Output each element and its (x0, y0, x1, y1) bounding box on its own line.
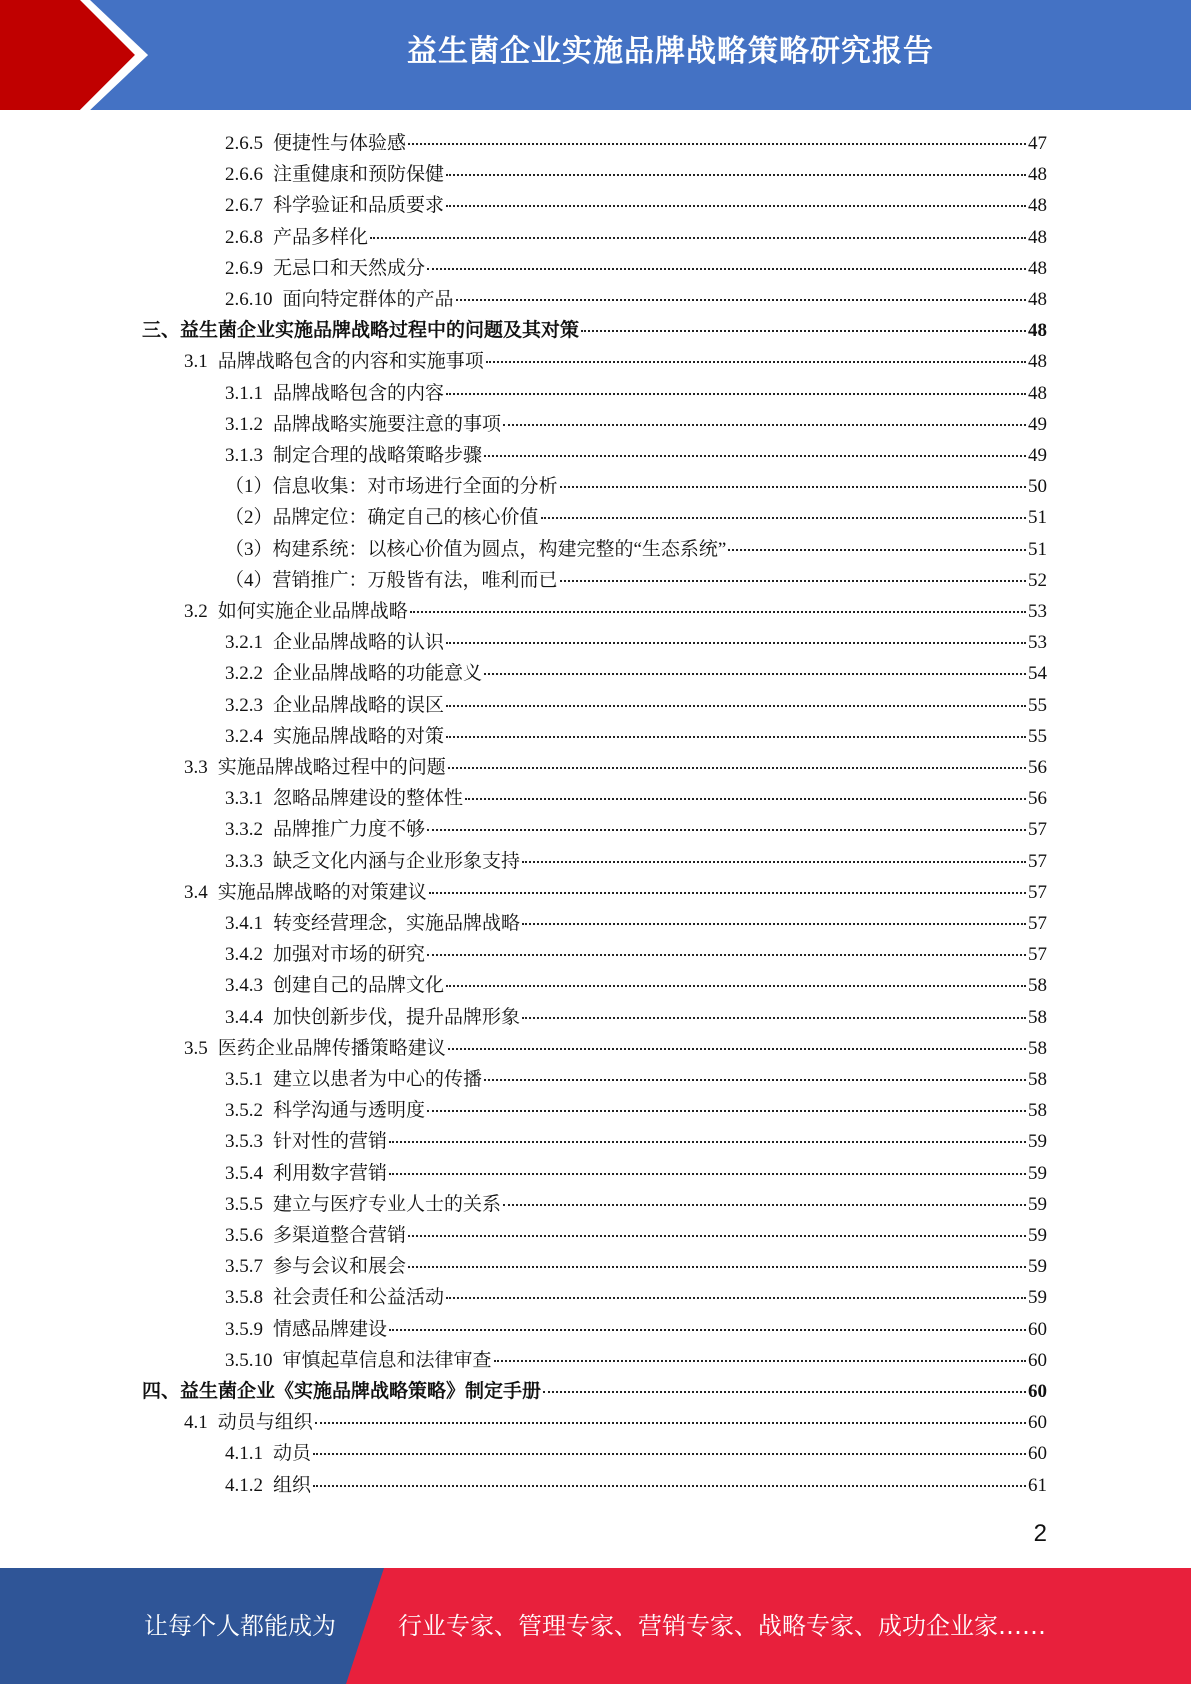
toc-dot-leader (522, 922, 1026, 925)
toc-entry-number: 2.6.5 (225, 133, 263, 154)
toc-entry-number: 3.4.3 (225, 975, 263, 997)
toc-entry-page: 55 (1028, 694, 1047, 716)
toc-entry-page: 60 (1028, 1318, 1047, 1340)
toc-dot-leader (408, 1234, 1026, 1237)
toc-entry-page: 52 (1028, 569, 1047, 591)
toc-entry-number: 3.1.2 (225, 413, 263, 435)
toc-dot-leader (315, 1421, 1026, 1424)
toc-entry[interactable] (184, 877, 1047, 908)
toc-entry-number: 3.1.3 (225, 445, 263, 466)
toc-entry-page: 58 (1028, 1037, 1047, 1059)
toc-dot-leader (560, 485, 1026, 488)
footer-slogan-left: 让每个人都能成为 (144, 1612, 336, 1640)
toc-dot-leader (446, 392, 1026, 395)
toc-entry-page: 48 (1028, 382, 1047, 404)
toc-entry-page: 59 (1028, 1162, 1047, 1184)
toc-entry-page: 60 (1028, 1381, 1047, 1402)
toc-entry-page: 48 (1028, 351, 1047, 373)
toc-entry-label: 企业品牌战略的认识 (273, 632, 445, 654)
toc-entry-page: 60 (1028, 1443, 1047, 1465)
toc-dot-leader (313, 1452, 1026, 1455)
toc-dot-leader (446, 204, 1026, 207)
toc-entry[interactable] (225, 409, 1047, 440)
toc-entry-label: 企业品牌战略的功能意义 (273, 663, 483, 685)
toc-entry[interactable] (225, 222, 1047, 253)
toc-entry[interactable] (225, 658, 1047, 689)
toc-entry[interactable] (225, 1158, 1047, 1189)
toc-dot-leader (543, 1390, 1026, 1393)
toc-entry-label: 如何实施企业品牌战略 (217, 601, 408, 622)
toc-entry-label: 建立与医疗专业人士的关系 (273, 1193, 502, 1215)
toc-entry-label: 利用数字营销 (273, 1162, 388, 1184)
toc-entry[interactable] (225, 783, 1047, 814)
page-footer (0, 1568, 1191, 1684)
toc-entry[interactable] (225, 908, 1047, 939)
toc-entry[interactable] (225, 502, 1047, 533)
toc-dot-leader (494, 1359, 1026, 1362)
toc-entry-number: 4.1.1 (225, 1443, 263, 1465)
toc-entry[interactable] (225, 190, 1047, 221)
toc-entry-label: 面向特定群体的产品 (282, 289, 454, 310)
toc-entry-label: 注重健康和预防保健 (273, 164, 445, 186)
toc-entry[interactable] (225, 939, 1047, 970)
toc-entry-label: 审慎起草信息和法律审查 (282, 1349, 492, 1371)
toc-entry-label: （2）品牌定位：确定自己的核心价值 (225, 507, 539, 529)
toc-entry[interactable] (225, 970, 1047, 1001)
toc-entry-number: 3.2 (184, 601, 208, 622)
toc-dot-leader (560, 579, 1026, 582)
toc-entry-page: 58 (1028, 1100, 1047, 1122)
toc-dot-leader (408, 142, 1026, 145)
toc-entry-label: 制定合理的战略策略步骤 (273, 445, 483, 466)
toc-entry-number: 3.5 (184, 1037, 208, 1059)
toc-entry-number: 3.3.3 (225, 850, 263, 872)
toc-entry[interactable] (225, 128, 1047, 159)
toc-entry-number: 2.6.9 (225, 257, 263, 279)
toc-entry-label: 品牌战略包含的内容 (273, 382, 445, 404)
toc-entry[interactable] (184, 752, 1047, 783)
toc-entry-label: 针对性的营销 (273, 1131, 388, 1153)
toc-entry-page: 47 (1028, 133, 1047, 154)
toc-entry-page: 49 (1028, 413, 1047, 435)
toc-dot-leader (503, 1203, 1026, 1206)
toc-dot-leader (522, 1016, 1026, 1019)
toc-entry-page: 48 (1028, 320, 1047, 342)
toc-dot-leader (581, 329, 1026, 332)
toc-entry-number: 4.1 (184, 1412, 208, 1434)
toc-entry-number: 3.4.4 (225, 1006, 263, 1028)
toc-dot-leader (456, 298, 1026, 301)
toc-entry-page: 57 (1028, 913, 1047, 934)
toc-entry[interactable] (225, 1282, 1047, 1313)
toc-entry-label: 科学沟通与透明度 (273, 1100, 426, 1122)
toc-dot-leader (465, 797, 1026, 800)
toc-dot-leader (728, 548, 1026, 551)
toc-entry-page: 57 (1028, 944, 1047, 966)
toc-entry-label: 科学验证和品质要求 (273, 195, 445, 217)
toc-dot-leader (370, 236, 1026, 239)
toc-entry[interactable] (142, 1376, 1047, 1407)
toc-dot-leader (313, 1484, 1026, 1487)
page-header (0, 0, 1191, 110)
toc-entry-number: 3.1.1 (225, 382, 263, 404)
toc-entry[interactable] (225, 1189, 1047, 1220)
toc-entry-number: 3.5.7 (225, 1256, 263, 1278)
toc-entry-number: 3.5.6 (225, 1225, 263, 1246)
toc-entry-label: 加强对市场的研究 (273, 944, 426, 966)
toc-entry-number: 3.5.4 (225, 1162, 263, 1184)
toc-dot-leader (410, 610, 1026, 613)
toc-entry-label: 加快创新步伐，提升品牌形象 (273, 1006, 521, 1028)
toc-entry-number: 3.4.2 (225, 944, 263, 966)
toc-entry-page: 61 (1028, 1474, 1047, 1496)
report-title: 益生菌企业实施品牌战略策略研究报告 (407, 34, 934, 69)
toc-entry-label: 多渠道整合营销 (273, 1225, 407, 1246)
toc-entry[interactable] (225, 1345, 1047, 1376)
toc-entry-page: 57 (1028, 819, 1047, 841)
toc-entry-number: 3.2.2 (225, 663, 263, 685)
toc-entry-page: 59 (1028, 1287, 1047, 1309)
toc-dot-leader (446, 704, 1026, 707)
toc-entry-label: 产品多样化 (273, 226, 369, 248)
toc-entry[interactable] (225, 253, 1047, 284)
toc-entry-page: 58 (1028, 1069, 1047, 1090)
toc-entry[interactable] (225, 814, 1047, 845)
toc-entry-page: 49 (1028, 445, 1047, 466)
toc-dot-leader (427, 1109, 1026, 1112)
toc-entry-number: 3.5.1 (225, 1069, 263, 1090)
toc-entry-page: 60 (1028, 1412, 1047, 1434)
toc-dot-leader (484, 1078, 1026, 1081)
toc-entry-page: 48 (1028, 164, 1047, 186)
toc-dot-leader (389, 1172, 1026, 1175)
toc-dot-leader (446, 735, 1026, 738)
toc-entry-page: 59 (1028, 1131, 1047, 1153)
toc-dot-leader (503, 423, 1026, 426)
toc-dot-leader (427, 267, 1026, 270)
toc-entry-label: （4）营销推广：万般皆有法，唯利而已 (225, 569, 558, 591)
toc-entry-page: 54 (1028, 663, 1047, 685)
toc-entry-number: 3.5.10 (225, 1349, 273, 1371)
toc-dot-leader (408, 1265, 1026, 1268)
toc-entry-page: 53 (1028, 632, 1047, 654)
toc-entry[interactable] (184, 1407, 1047, 1438)
toc-entry-label: 忽略品牌建设的整体性 (273, 788, 464, 810)
toc-entry-label: 品牌战略包含的内容和实施事项 (217, 351, 484, 373)
toc-entry-page: 58 (1028, 1006, 1047, 1028)
toc-entry-label: 缺乏文化内涵与企业形象支持 (273, 850, 521, 872)
toc-entry-label: 企业品牌战略的误区 (273, 694, 445, 716)
toc-entry-label: 无忌口和天然成分 (273, 257, 426, 279)
toc-dot-leader (389, 1328, 1026, 1331)
toc-entry[interactable] (184, 596, 1047, 627)
toc-dot-leader (427, 828, 1026, 831)
toc-entry-label: 动员与组织 (217, 1412, 313, 1434)
toc-entry-page: 51 (1028, 507, 1047, 529)
toc-dot-leader (446, 173, 1026, 176)
toc-dot-leader (484, 454, 1026, 457)
toc-dot-leader (486, 360, 1026, 363)
toc-entry[interactable] (225, 1470, 1047, 1501)
toc-entry-page: 48 (1028, 226, 1047, 248)
toc-entry-page: 48 (1028, 257, 1047, 279)
toc-entry-page: 59 (1028, 1256, 1047, 1278)
toc-entry-number: 3.1 (184, 351, 208, 373)
toc-dot-leader (541, 516, 1026, 519)
toc-entry-page: 48 (1028, 195, 1047, 217)
toc-entry[interactable] (225, 1126, 1047, 1157)
toc-entry[interactable] (225, 846, 1047, 877)
toc-entry-number: 3.3.2 (225, 819, 263, 841)
toc-entry-number: 2.6.8 (225, 226, 263, 248)
toc-entry[interactable] (225, 534, 1047, 565)
toc-entry[interactable] (225, 1064, 1047, 1095)
toc-entry[interactable] (225, 1095, 1047, 1126)
toc-entry-number: 3.5.9 (225, 1318, 263, 1340)
toc-entry-page: 53 (1028, 601, 1047, 622)
toc-entry-number: 3.5.3 (225, 1131, 263, 1153)
toc-entry-label: 动员 (273, 1443, 312, 1465)
toc-entry-label: 组织 (273, 1474, 312, 1496)
toc-entry-page: 55 (1028, 725, 1047, 747)
toc-entry-label: 参与会议和展会 (273, 1256, 407, 1278)
toc-entry-page: 57 (1028, 850, 1047, 872)
toc-entry[interactable] (225, 1220, 1047, 1251)
toc-entry[interactable] (225, 1438, 1047, 1469)
toc-dot-leader (484, 672, 1026, 675)
toc-entry-page: 59 (1028, 1193, 1047, 1215)
toc-entry[interactable] (225, 159, 1047, 190)
footer-slogan-right: 行业专家、管理专家、营销专家、战略专家、成功企业家…… (398, 1612, 1046, 1640)
toc-entry-label: （3）构建系统：以核心价值为圆点，构建完整的“生态系统” (225, 538, 727, 560)
page-number: 2 (1033, 1520, 1047, 1547)
toc-entry-label: 创建自己的品牌文化 (273, 975, 445, 997)
toc-entry[interactable] (225, 284, 1047, 315)
toc-entry[interactable] (225, 471, 1047, 502)
toc-entry[interactable] (142, 315, 1047, 346)
toc-entry-label: （1）信息收集：对市场进行全面的分析 (225, 476, 558, 498)
toc-dot-leader (446, 1296, 1026, 1299)
toc-entry-label: 社会责任和公益活动 (273, 1287, 445, 1309)
toc-entry-label: 实施品牌战略的对策建议 (217, 881, 427, 903)
toc-entry-number: 3.3 (184, 757, 208, 778)
toc-entry-label: 实施品牌战略的对策 (273, 725, 445, 747)
toc-entry-label: 四、益生菌企业《实施品牌战略策略》制定手册 (142, 1381, 542, 1402)
toc-entry[interactable] (225, 1314, 1047, 1345)
toc-entry-label: 医药企业品牌传播策略建议 (217, 1037, 446, 1059)
toc-entry-label: 品牌战略实施要注意的事项 (273, 413, 502, 435)
toc-entry[interactable] (225, 1002, 1047, 1033)
toc-entry-number: 3.3.1 (225, 788, 263, 810)
toc-entry[interactable] (225, 627, 1047, 658)
toc-dot-leader (448, 1047, 1026, 1050)
toc-entry-page: 59 (1028, 1225, 1047, 1246)
toc-entry-page: 60 (1028, 1349, 1047, 1371)
toc-entry[interactable] (184, 1033, 1047, 1064)
toc-entry-number: 3.2.3 (225, 694, 263, 716)
toc-entry-label: 转变经营理念，实施品牌战略 (273, 913, 521, 934)
toc-entry-label: 三、益生菌企业实施品牌战略过程中的问题及其对策 (142, 320, 580, 342)
toc-entry-number: 3.2.4 (225, 725, 263, 747)
toc-entry-page: 56 (1028, 788, 1047, 810)
toc-entry-page: 57 (1028, 881, 1047, 903)
toc-dot-leader (446, 641, 1026, 644)
toc-entry-number: 3.5.8 (225, 1287, 263, 1309)
toc-entry-number: 3.4.1 (225, 913, 263, 934)
toc-entry-page: 48 (1028, 289, 1047, 310)
toc-entry-label: 实施品牌战略过程中的问题 (217, 757, 446, 778)
toc-entry-label: 情感品牌建设 (273, 1318, 388, 1340)
toc-entry[interactable] (225, 378, 1047, 409)
toc-entry[interactable] (225, 440, 1047, 471)
toc-entry-number: 3.2.1 (225, 632, 263, 654)
toc-entry-number: 2.6.7 (225, 195, 263, 217)
toc-entry-number: 3.5.5 (225, 1193, 263, 1215)
toc-entry[interactable] (225, 1251, 1047, 1282)
toc-dot-leader (448, 766, 1026, 769)
toc-dot-leader (429, 891, 1026, 894)
toc-entry-label: 便捷性与体验感 (273, 133, 407, 154)
toc-dot-leader (446, 984, 1026, 987)
toc-entry-number: 2.6.6 (225, 164, 263, 186)
toc-entry-page: 58 (1028, 975, 1047, 997)
toc-entry[interactable] (225, 565, 1047, 596)
toc-entry-page: 56 (1028, 757, 1047, 778)
toc-dot-leader (427, 953, 1026, 956)
toc-entry-label: 建立以患者为中心的传播 (273, 1069, 483, 1090)
toc-entry-page: 50 (1028, 476, 1047, 498)
toc-entry-page: 51 (1028, 538, 1047, 560)
toc-dot-leader (522, 860, 1026, 863)
toc-entry-number: 3.5.2 (225, 1100, 263, 1122)
toc-dot-leader (389, 1140, 1026, 1143)
toc-entry-label: 品牌推广力度不够 (273, 819, 426, 841)
toc-entry[interactable] (225, 690, 1047, 721)
toc-entry-number: 4.1.2 (225, 1474, 263, 1496)
toc-entry[interactable] (225, 721, 1047, 752)
toc-entry-number: 2.6.10 (225, 289, 273, 310)
toc-entry[interactable] (184, 346, 1047, 377)
toc-entry-number: 3.4 (184, 881, 208, 903)
